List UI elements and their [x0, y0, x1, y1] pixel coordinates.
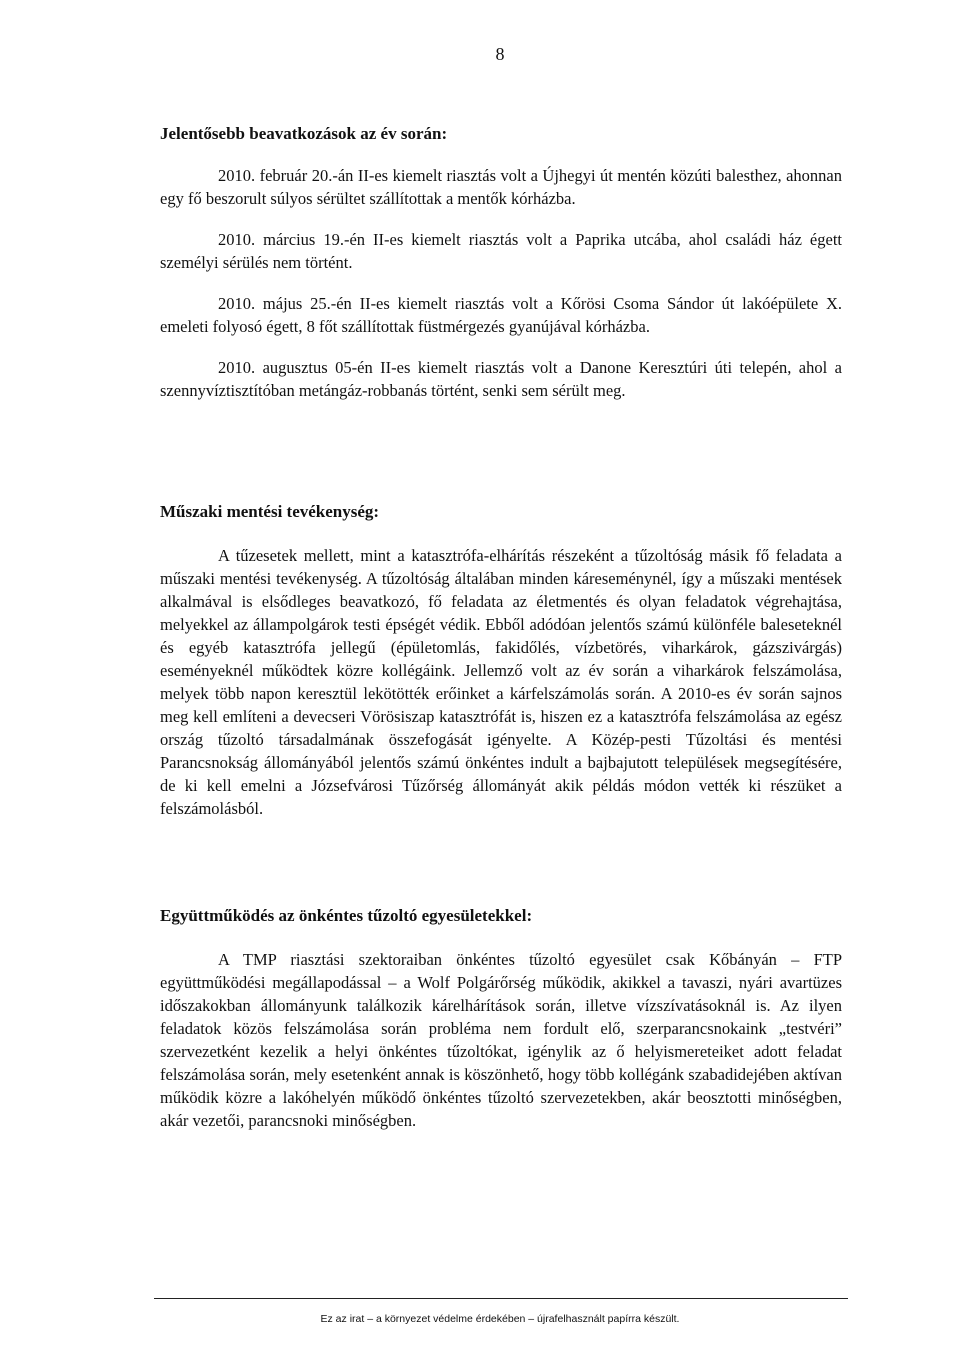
cooperation-paragraph: A TMP riasztási szektoraiban önkéntes tűzoltó egyesület csak Kőbányán – FTP együttműködési megállapodással – a Wolf Polgárőrség működik, akikkel a tavaszi, nyári avartüzes időszakokban állományunk találkozik kárelhárítások során, illetve vízszívatásoknál is. Az ilyen feladatok közös felszámolása során probléma nem fordult elő, szerparancsnokaink „testvéri” szervezetként kezelik a helyi önkéntes tűzoltókat, igénylik az ő helyismereteiket adott feladat felszámolása során, mely esetenként annak is köszönhető, hogy több kollégánk szabadidejében aktívan működik közre a lakóhelyén működő önkéntes tűzoltó szervezetekben, akár beosztotti minőségben, akár vezetői, parancsnoki minőségben. — [160, 950, 842, 1130]
technical-rescue-heading: Műszaki mentési tevékenység: — [160, 502, 380, 521]
interventions-section — [160, 122, 842, 402]
technical-rescue-paragraph: A tűzesetek mellett, mint a katasztrófa-elhárítás részeként a tűzoltóság másik fő feladata a műszaki mentési tevékenység. A tűzoltóság általában minden káreseménynél, így a műszaki mentések alkalmával is elsődleges beavatkozó, fő feladata az életmentés és olyan feladatok végrehajtása, melyekkel az állampolgárok testi épségét védik. Ebből adódóan jelentős számú különféle baleseteknél és egyéb katasztrófa jellegű (épületomlás, fakidőlés, vízbetörés, viharkárok, gázszivárgás) eseményeknél működtek közre kollégáink. Jellemző volt az év során a viharkárok felszámolása, melyek több napon keresztül lekötötték erőinket a kárfelszámolás során. A 2010-es év során sajnos meg kell említeni a devecseri Vörösiszap katasztrófát is, hiszen ez a katasztrófa felszámolása az egész ország tűzoltó társadalmának összefogását igényelte. A Közép-pesti Tűzoltási és mentési Parancsnokság állományából jelentős számú önkéntes indult a bajbajutott települések megsegítésére, de ki kell emelni a Józsefvárosi Tűzőrség állományát akik példás módon vették ki részüket a felszámolásból. — [160, 546, 842, 818]
intervention-paragraph-1: 2010. február 20.-án II-es kiemelt riasztás volt a Újhegyi út mentén közúti balesthez, ahonnan egy fő beszorult súlyos sérültet szállítottak a mentők kórházba. — [160, 166, 842, 208]
cooperation-heading: Együttműködés az önkéntes tűzoltó egyesületekkel: — [160, 906, 533, 925]
page-number: 8 — [495, 44, 505, 64]
cooperation-section — [160, 904, 842, 1132]
footer-note: Ez az irat – a környezet védelme érdekében – újrafelhasznált papírra készült. — [320, 1313, 680, 1325]
intervention-paragraph-3: 2010. május 25.-én II-es kiemelt riasztás volt a Kőrösi Csoma Sándor út lakóépülete X. emeleti folyosó égett, 8 főt szállítottak füstmérgezés gyanújával kórházba. — [160, 294, 842, 336]
interventions-heading: Jelentősebb beavatkozások az év során: — [160, 124, 448, 143]
intervention-paragraph-4: 2010. augusztus 05-én II-es kiemelt riasztás volt a Danone Keresztúri úti telepén, ahol a szennyvíztisztítóban metángáz-robbanás történt, senki sem sérült meg. — [160, 358, 842, 400]
technical-rescue-section — [160, 500, 842, 820]
footer-divider — [154, 1298, 848, 1299]
intervention-paragraph-2: 2010. március 19.-én II-es kiemelt riasztás volt a Paprika utcába, ahol családi ház égett személyi sérülés nem történt. — [160, 230, 842, 272]
